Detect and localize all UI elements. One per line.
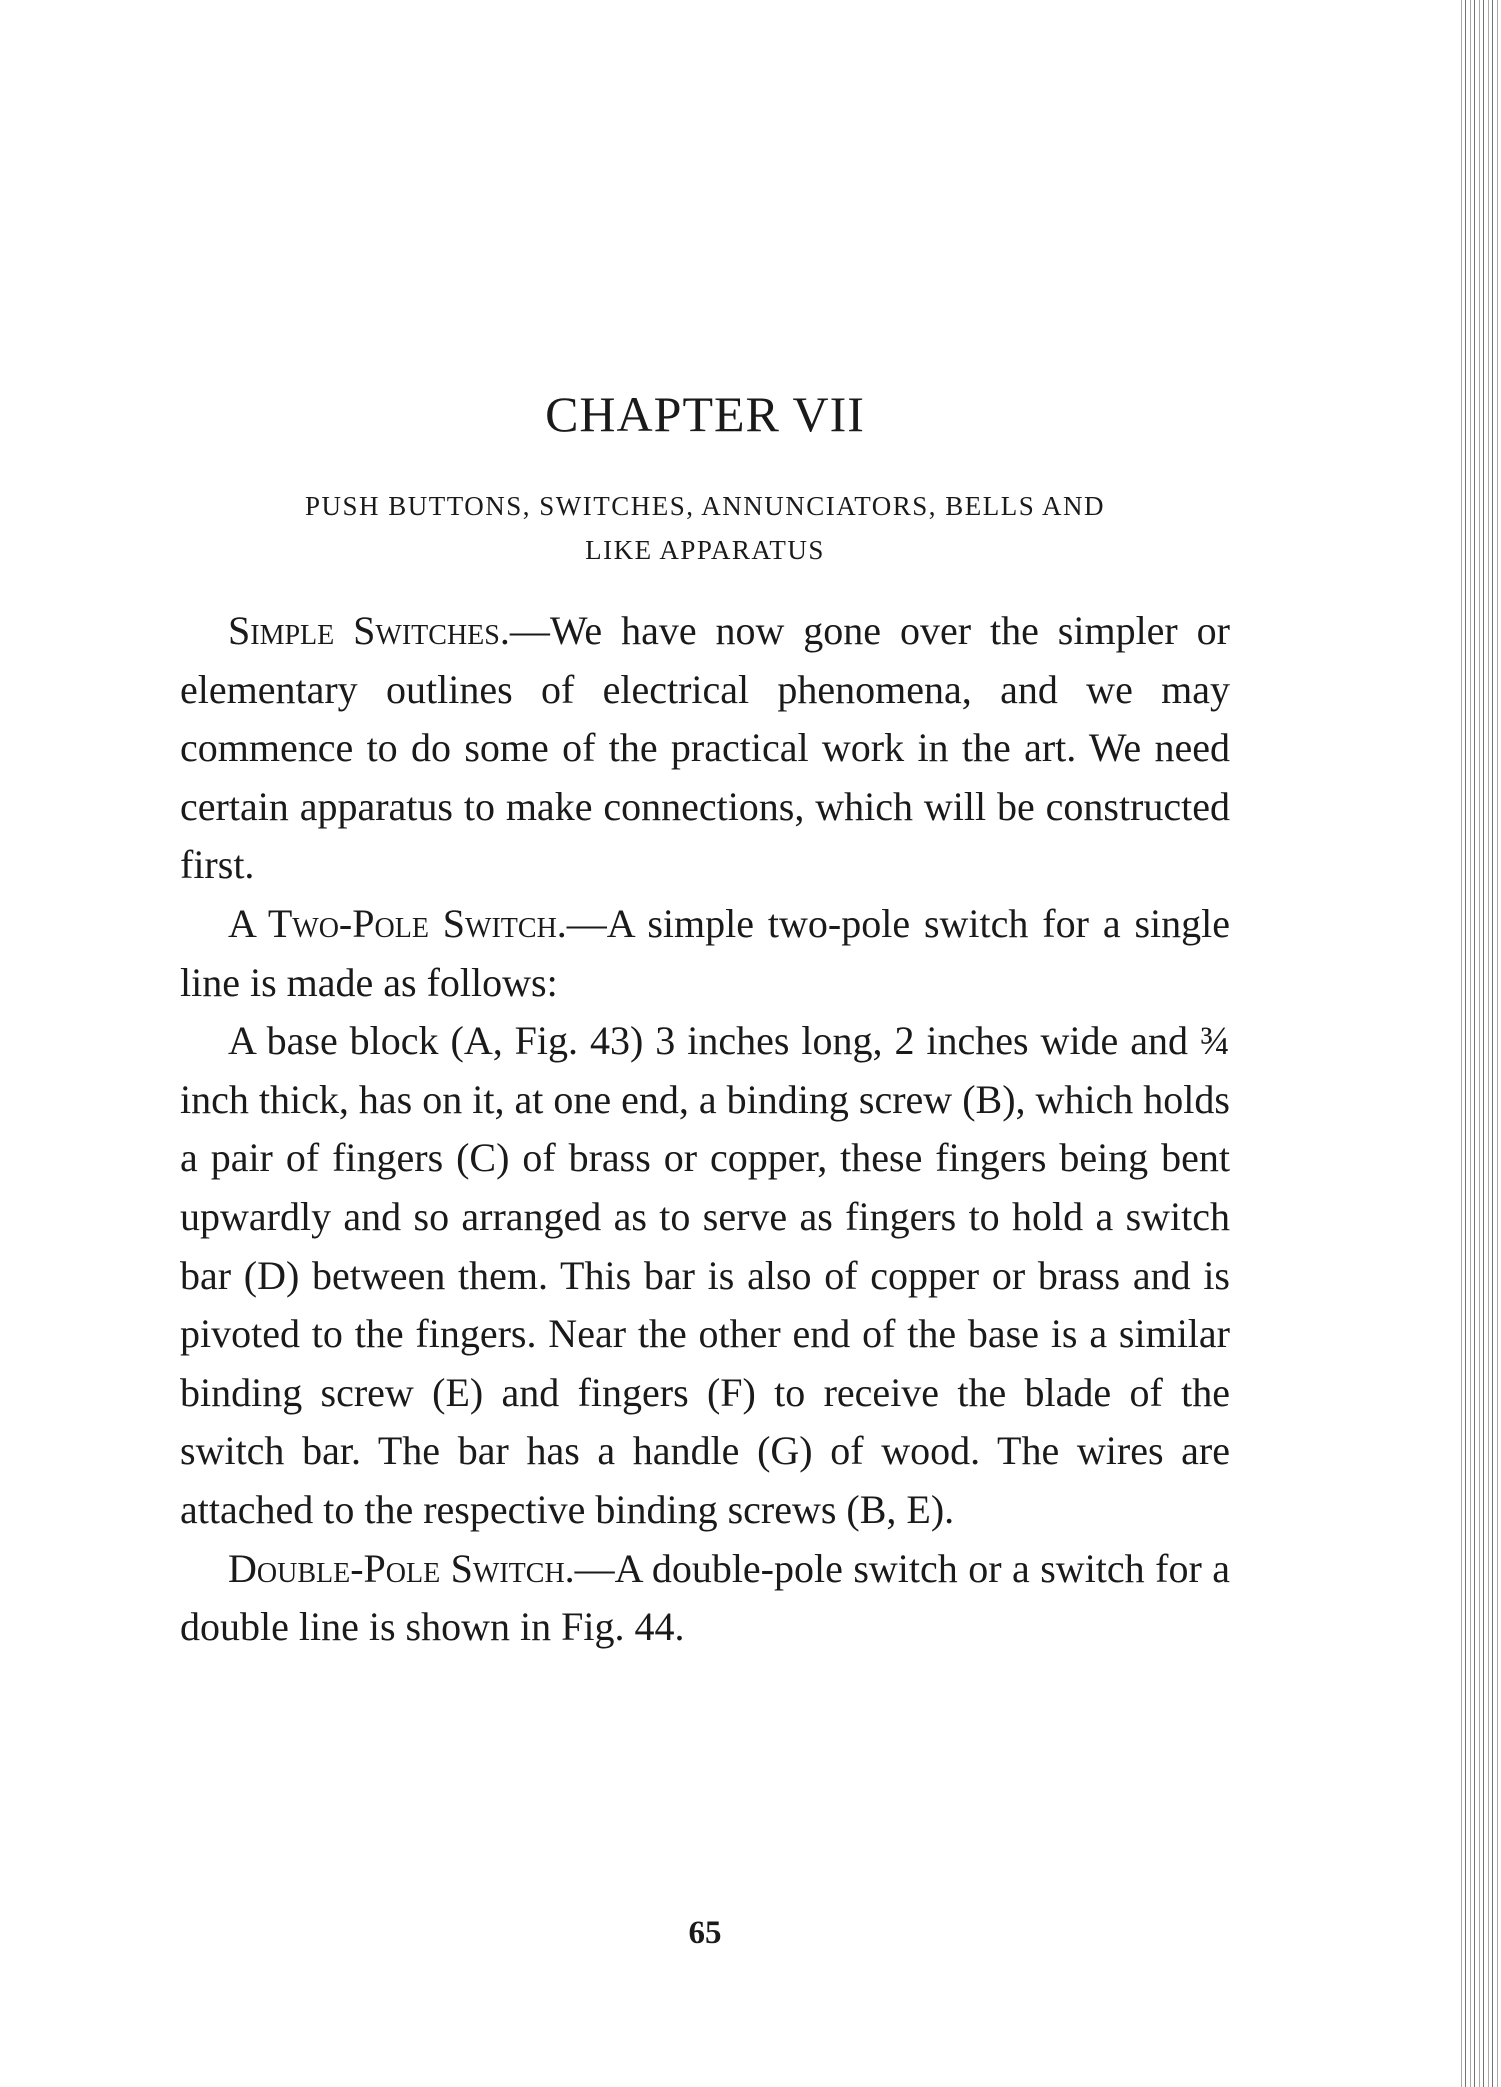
- page-number: 65: [688, 1915, 722, 1951]
- chapter-title: CHAPTER VII: [545, 386, 865, 442]
- paragraph-text: A base block (A, Fig. 43) 3 inches long, 2 inches wide and ¾ inch thick, has on it, at one end, a binding screw (B), which holds a pair of fingers (C) of brass or copper, these fingers being bent upwardly and so arranged as to serve as fingers to hold a switch bar (D) between them. This bar is also of copper or brass and is pivoted to the fingers. Near the other end of the base is a similar binding screw (E) and fingers (F) to receive the blade of the switch bar. The bar has a handle (G) of wood. The wires are attached to the respective binding screws (B, E).: [180, 1018, 1230, 1532]
- paragraph-two-pole-switch: [180, 895, 1230, 1012]
- paragraph-text: —A double-pole switch or a switch for a double line is shown in Fig. 44.: [180, 1545, 1230, 1650]
- chapter-subtitle-line-1: PUSH BUTTONS, SWITCHES, ANNUNCIATORS, BELLS AND: [304, 491, 1106, 521]
- paragraph-text: —We have now gone over the simpler or elementary outlines of electrical phenomena, and we may commence to do some of the practical work in the art. We need certain apparatus to make connections, which will be constructed first.: [180, 608, 1230, 888]
- page-edge-shadow: [1459, 0, 1501, 2087]
- section-heading: A Two-Pole Switch.: [228, 900, 567, 946]
- section-heading: Simple Switches.: [228, 608, 510, 653]
- paragraph-text: —A simple two-pole switch for a single line is made as follows:: [180, 900, 1230, 1005]
- chapter-subtitle: [180, 484, 1230, 572]
- body-text: [180, 602, 1230, 1657]
- section-heading: Double-Pole Switch.: [228, 1545, 575, 1591]
- chapter-subtitle-line-2: LIKE APPARATUS: [585, 535, 825, 565]
- paragraph-double-pole-switch: [180, 1540, 1230, 1657]
- paragraph-base-block: [180, 1012, 1230, 1539]
- paragraph-simple-switches: [180, 602, 1230, 895]
